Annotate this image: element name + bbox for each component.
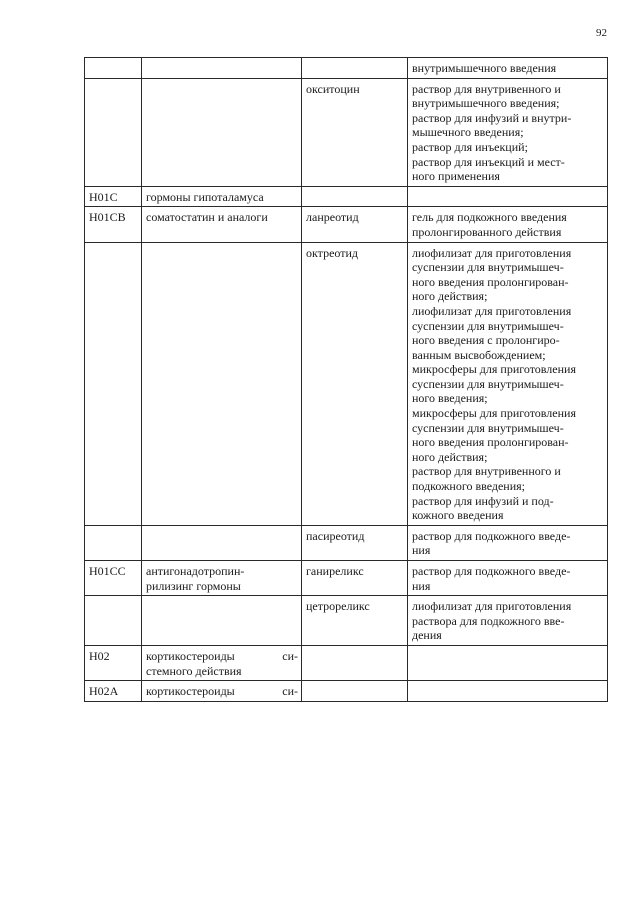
dosage-form-line: раствор для инъекций; [412, 139, 528, 154]
drug-name-cell: ганиреликс [302, 561, 408, 596]
page-number: 92 [596, 27, 607, 39]
group-line: соматостатин и аналоги [146, 210, 268, 225]
dosage-form-line: мышечного введения; [412, 125, 524, 140]
dosage-forms-cell [408, 186, 608, 207]
group-cell [142, 207, 302, 242]
drug-name-cell [302, 186, 408, 207]
dosage-form-line: ного действия; [412, 449, 488, 464]
dosage-form-line: раствор для подкожного введе- [412, 564, 571, 578]
dosage-form-line: ния [412, 543, 431, 558]
table-row [85, 58, 608, 79]
table-row [85, 78, 608, 186]
table-row [85, 596, 608, 646]
group-cell [142, 561, 302, 596]
dosage-form-line: суспензии для внутримышеч- [412, 318, 564, 333]
drug-name-cell: октреотид [302, 242, 408, 525]
drug-name-cell: окситоцин [302, 78, 408, 186]
group-line: кортикостероиды си- [146, 684, 298, 699]
dosage-form-line: микросферы для приготовления [412, 406, 576, 421]
dosage-form-line: суспензии для внутримышеч- [412, 376, 564, 391]
group-cell [142, 78, 302, 186]
drug-name-cell: пасиреотид [302, 525, 408, 560]
atc-code-cell: H02 [85, 645, 142, 680]
dosage-forms-cell [408, 525, 608, 560]
table-row [85, 561, 608, 596]
dosage-forms-cell [408, 78, 608, 186]
dosage-forms-cell [408, 242, 608, 525]
drug-name-cell: цетрореликс [302, 596, 408, 646]
dosage-form-line: раствор для инфузий и внутри- [412, 110, 572, 125]
atc-code-cell: H01C [85, 186, 142, 207]
group-cell [142, 681, 302, 702]
dosage-form-line: ного действия; [412, 289, 488, 304]
dosage-form-line: раствор для инъекций и мест- [412, 154, 565, 169]
dosage-form-line: раствор для инфузий и под- [412, 493, 554, 508]
table-row [85, 645, 608, 680]
table-row [85, 207, 608, 242]
atc-code-cell [85, 525, 142, 560]
dosage-form-line: ния [412, 578, 431, 593]
atc-code-cell: H01CC [85, 561, 142, 596]
group-cell [142, 58, 302, 79]
group-line: кортикостероиды си- [146, 648, 298, 663]
dosage-forms-cell [408, 58, 608, 79]
dosage-form-line: ного введения пролонгирован- [412, 435, 569, 450]
atc-code-cell: H01CB [85, 207, 142, 242]
dosage-forms-cell [408, 645, 608, 680]
dosage-form-line: внутримышечного введения [412, 61, 557, 75]
group-cell [142, 186, 302, 207]
drug-name-cell [302, 645, 408, 680]
atc-code-cell [85, 242, 142, 525]
dosage-form-line: раствор для внутривенного и [412, 464, 561, 479]
dosage-form-line: суспензии для внутримышеч- [412, 260, 564, 275]
group-line: гормоны гипоталамуса [146, 189, 264, 204]
dosage-form-line: ного введения пролонгирован- [412, 274, 569, 289]
dosage-forms-cell [408, 596, 608, 646]
dosage-form-line: лиофилизат для приготовления [412, 599, 572, 614]
table-row [85, 186, 608, 207]
dosage-forms-cell [408, 207, 608, 242]
dosage-form-line: лиофилизат для приготовления [412, 303, 572, 318]
table-row [85, 525, 608, 560]
dosage-form-line: дения [412, 628, 442, 643]
dosage-forms-cell [408, 561, 608, 596]
dosage-form-line: суспензии для внутримышеч- [412, 420, 564, 435]
drug-name-cell [302, 58, 408, 79]
dosage-form-line: лиофилизат для приготовления [412, 245, 572, 260]
table-row [85, 242, 608, 525]
group-line: стемного действия [146, 663, 242, 678]
dosage-form-line: ного введения с пролонгиро- [412, 333, 560, 348]
group-cell [142, 645, 302, 680]
dosage-form-line: ванным высвобождением; [412, 347, 546, 362]
group-cell [142, 596, 302, 646]
table-row [85, 681, 608, 702]
group-line: рилизинг гормоны [146, 578, 241, 593]
dosage-form-line: кожного введения [412, 508, 504, 523]
drug-classification-table [84, 57, 608, 702]
dosage-form-line: раствор для внутривенного и [412, 81, 561, 96]
group-line: антигонадотропин- [146, 564, 245, 578]
dosage-form-line: микросферы для приготовления [412, 362, 576, 377]
drug-name-cell: ланреотид [302, 207, 408, 242]
atc-code-cell [85, 58, 142, 79]
dosage-form-line: раствора для подкожного вве- [412, 613, 565, 628]
atc-code-cell [85, 78, 142, 186]
dosage-form-line: раствор для подкожного введе- [412, 528, 571, 543]
dosage-form-line: ного введения; [412, 391, 488, 406]
drug-name-cell [302, 681, 408, 702]
table-body [85, 58, 608, 702]
dosage-form-line: ного применения [412, 169, 500, 184]
dosage-form-line: пролонгированного действия [412, 224, 562, 239]
dosage-form-line: подкожного введения; [412, 479, 525, 494]
dosage-form-line: гель для подкожного введения [412, 210, 567, 225]
group-cell [142, 525, 302, 560]
atc-code-cell: H02A [85, 681, 142, 702]
dosage-forms-cell [408, 681, 608, 702]
atc-code-cell [85, 596, 142, 646]
dosage-form-line: внутримышечного введения; [412, 96, 560, 111]
group-cell [142, 242, 302, 525]
